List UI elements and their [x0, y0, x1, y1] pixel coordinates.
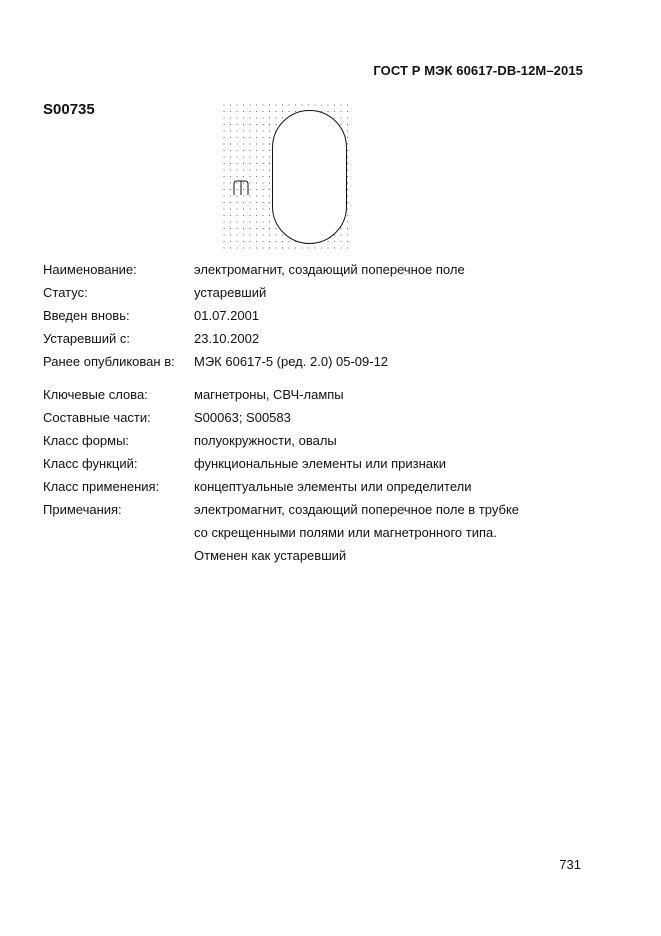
symbol-fields	[43, 258, 603, 567]
field-value: 01.07.2001	[194, 308, 260, 323]
field-row-previously-published	[43, 350, 603, 373]
field-row-status	[43, 281, 603, 304]
field-value: 23.10.2002	[194, 331, 260, 346]
section-gap	[43, 373, 603, 383]
field-label: Статус:	[43, 285, 88, 300]
symbol-id: S00735	[43, 101, 95, 118]
note-line: со скрещенными полями или магнетронного типа.	[194, 525, 497, 540]
notes-text	[194, 498, 603, 567]
field-label: Устаревший с:	[43, 331, 130, 346]
field-row-notes	[43, 498, 603, 567]
field-label: Ключевые слова:	[43, 387, 148, 402]
field-row-shape-class	[43, 429, 603, 452]
page-number: 731	[559, 857, 581, 872]
field-value: электромагнит, создающий поперечное поле	[194, 262, 465, 277]
field-row-name	[43, 258, 603, 281]
field-row-function-class	[43, 452, 603, 475]
field-value: магнетроны, СВЧ-лампы	[194, 387, 344, 402]
electromagnet-symbol-graphic	[222, 103, 354, 256]
field-value: полуокружности, овалы	[194, 433, 337, 448]
field-row-components	[43, 406, 603, 429]
field-label: Класс применения:	[43, 479, 160, 494]
field-value: устаревший	[194, 285, 267, 300]
field-label: Введен вновь:	[43, 308, 130, 323]
note-line: Отменен как устаревший	[194, 548, 347, 563]
field-value: S00063; S00583	[194, 410, 291, 425]
field-label: Класс функций:	[43, 456, 138, 471]
oval-coil	[273, 111, 347, 244]
note-line: электромагнит, создающий поперечное поле в трубке	[194, 502, 520, 517]
field-row-application-class	[43, 475, 603, 498]
field-label: Класс формы:	[43, 433, 130, 448]
field-row-keywords	[43, 383, 603, 406]
field-label: Составные части:	[43, 410, 151, 425]
field-row-obsolete-since	[43, 327, 603, 350]
field-value: концептуальные элементы или определители	[194, 479, 472, 494]
field-value: МЭК 60617-5 (ред. 2.0) 05-09-12	[194, 354, 389, 369]
field-label: Наименование:	[43, 262, 137, 277]
field-value: функциональные элементы или признаки	[194, 456, 446, 471]
standard-header: ГОСТ Р МЭК 60617-DB-12M–2015	[373, 63, 583, 78]
field-label: Ранее опубликован в:	[43, 354, 175, 369]
field-label: Примечания:	[43, 502, 122, 517]
field-row-introduced	[43, 304, 603, 327]
